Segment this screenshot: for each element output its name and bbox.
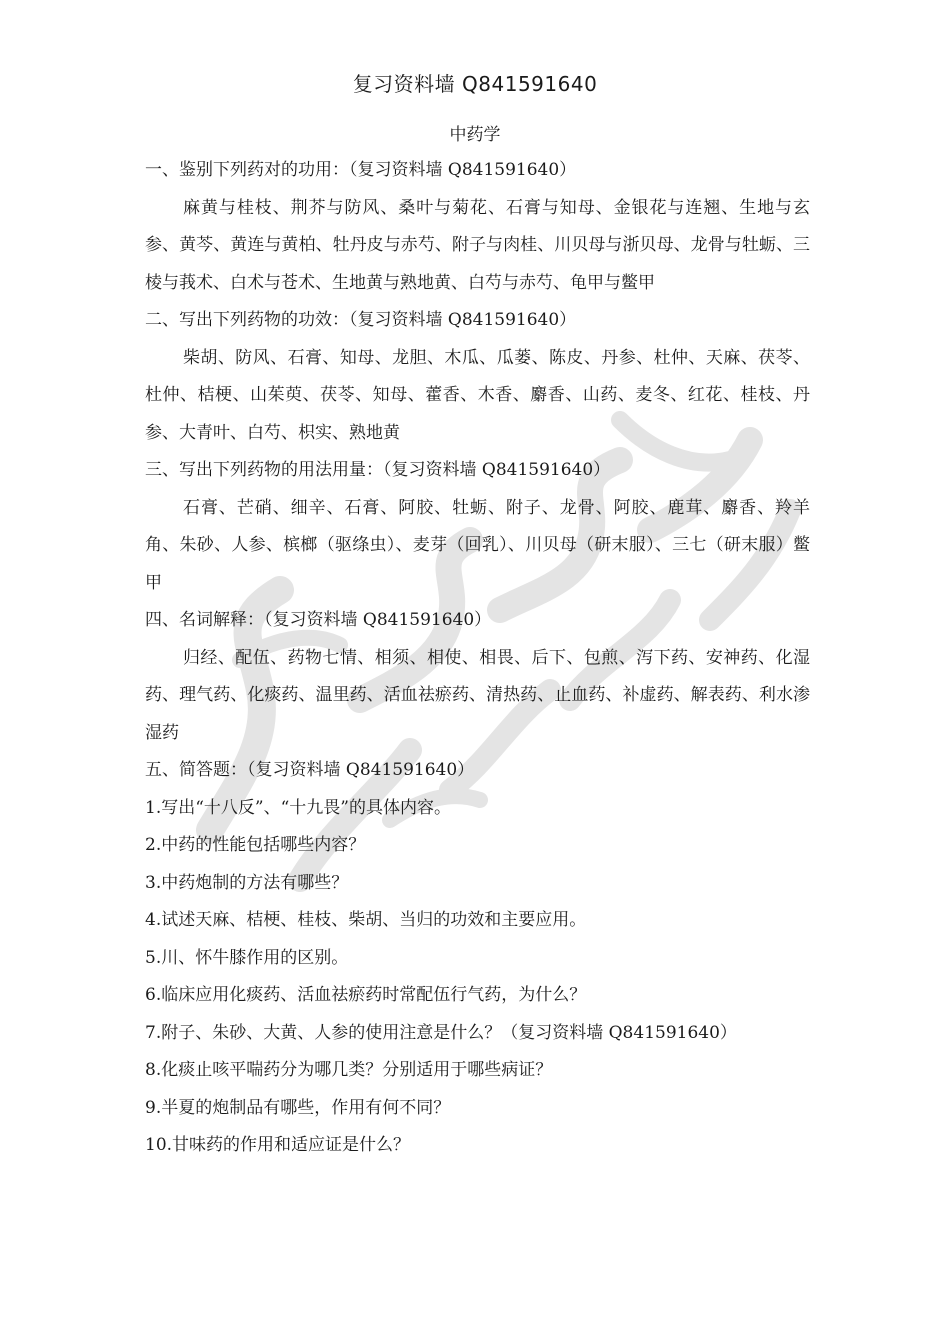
question-item: 4.试述天麻、桔梗、桂枝、柴胡、当归的功效和主要应用。: [145, 910, 587, 930]
question-item: 10.甘味药的作用和适应证是什么？: [145, 1135, 411, 1155]
section-body-3: 石膏、芒硝、细辛、石膏、阿胶、牡蛎、附子、龙骨、阿胶、鹿茸、麝香、羚羊角、朱砂、人参、槟榔（驱绦虫）、麦芽（回乳）、川贝母（研末服）、三七（研末服）鳖甲: [145, 497, 810, 593]
question-item: 9.半夏的炮制品有哪些，作用有何不同？: [145, 1097, 451, 1118]
section-body-4: 归经、配伍、药物七情、相须、相使、相畏、后下、包煎、泻下药、安神药、化湿药、理气药、化痰药、温里药、活血祛瘀药、清热药、止血药、补虚药、解表药、利水渗湿药: [145, 647, 810, 743]
question-item: 2.中药的性能包括哪些内容？: [145, 835, 366, 855]
section-heading-3: 三、写出下列药物的用法用量：（复习资料墙 Q841591640）: [145, 460, 611, 480]
question-item: 5.川、怀牛膝作用的区别。: [145, 947, 349, 968]
section-heading-5: 五、简答题：（复习资料墙 Q841591640）: [145, 760, 475, 780]
document-body: [145, 152, 810, 1165]
section-heading-4: 四、名词解释：（复习资料墙 Q841591640）: [145, 610, 492, 630]
question-item: 6.临床应用化痰药、活血祛瘀药时常配伍行气药，为什么？: [145, 985, 587, 1005]
page-header: 复习资料墙 Q841591640: [352, 72, 598, 96]
section-body-1: 麻黄与桂枝、荆芥与防风、桑叶与菊花、石膏与知母、金银花与连翘、生地与玄参、黄芩、黄连与黄柏、牡丹皮与赤芍、附子与肉桂、川贝母与浙贝母、龙骨与牡蛎、三棱与莪术、白术与苍术、生地黄与熟地黄、白芍与赤芍、龟甲与鳖甲: [145, 197, 810, 293]
question-item: 7.附子、朱砂、大黄、人参的使用注意是什么？（复习资料墙 Q841591640）: [145, 1022, 737, 1043]
question-item: 3.中药炮制的方法有哪些？: [145, 872, 349, 893]
section-heading-2: 二、写出下列药物的功效：（复习资料墙 Q841591640）: [145, 310, 577, 330]
section-body-2: 柴胡、防风、石膏、知母、龙胆、木瓜、瓜蒌、陈皮、丹参、杜仲、天麻、茯苓、杜仲、桔梗、山茱萸、茯苓、知母、藿香、木香、麝香、山药、麦冬、红花、桂枝、丹参、大青叶、白芍、枳实、熟地黄: [145, 347, 810, 443]
section-heading-1: 一、鉴别下列药对的功用：（复习资料墙 Q841591640）: [145, 160, 577, 180]
question-item: 8.化痰止咳平喘药分为哪几类？分别适用于哪些病证？: [145, 1060, 553, 1080]
question-item: 1.写出“十八反”、“十九畏”的具体内容。: [145, 797, 451, 818]
document-title: 中药学: [449, 125, 501, 145]
